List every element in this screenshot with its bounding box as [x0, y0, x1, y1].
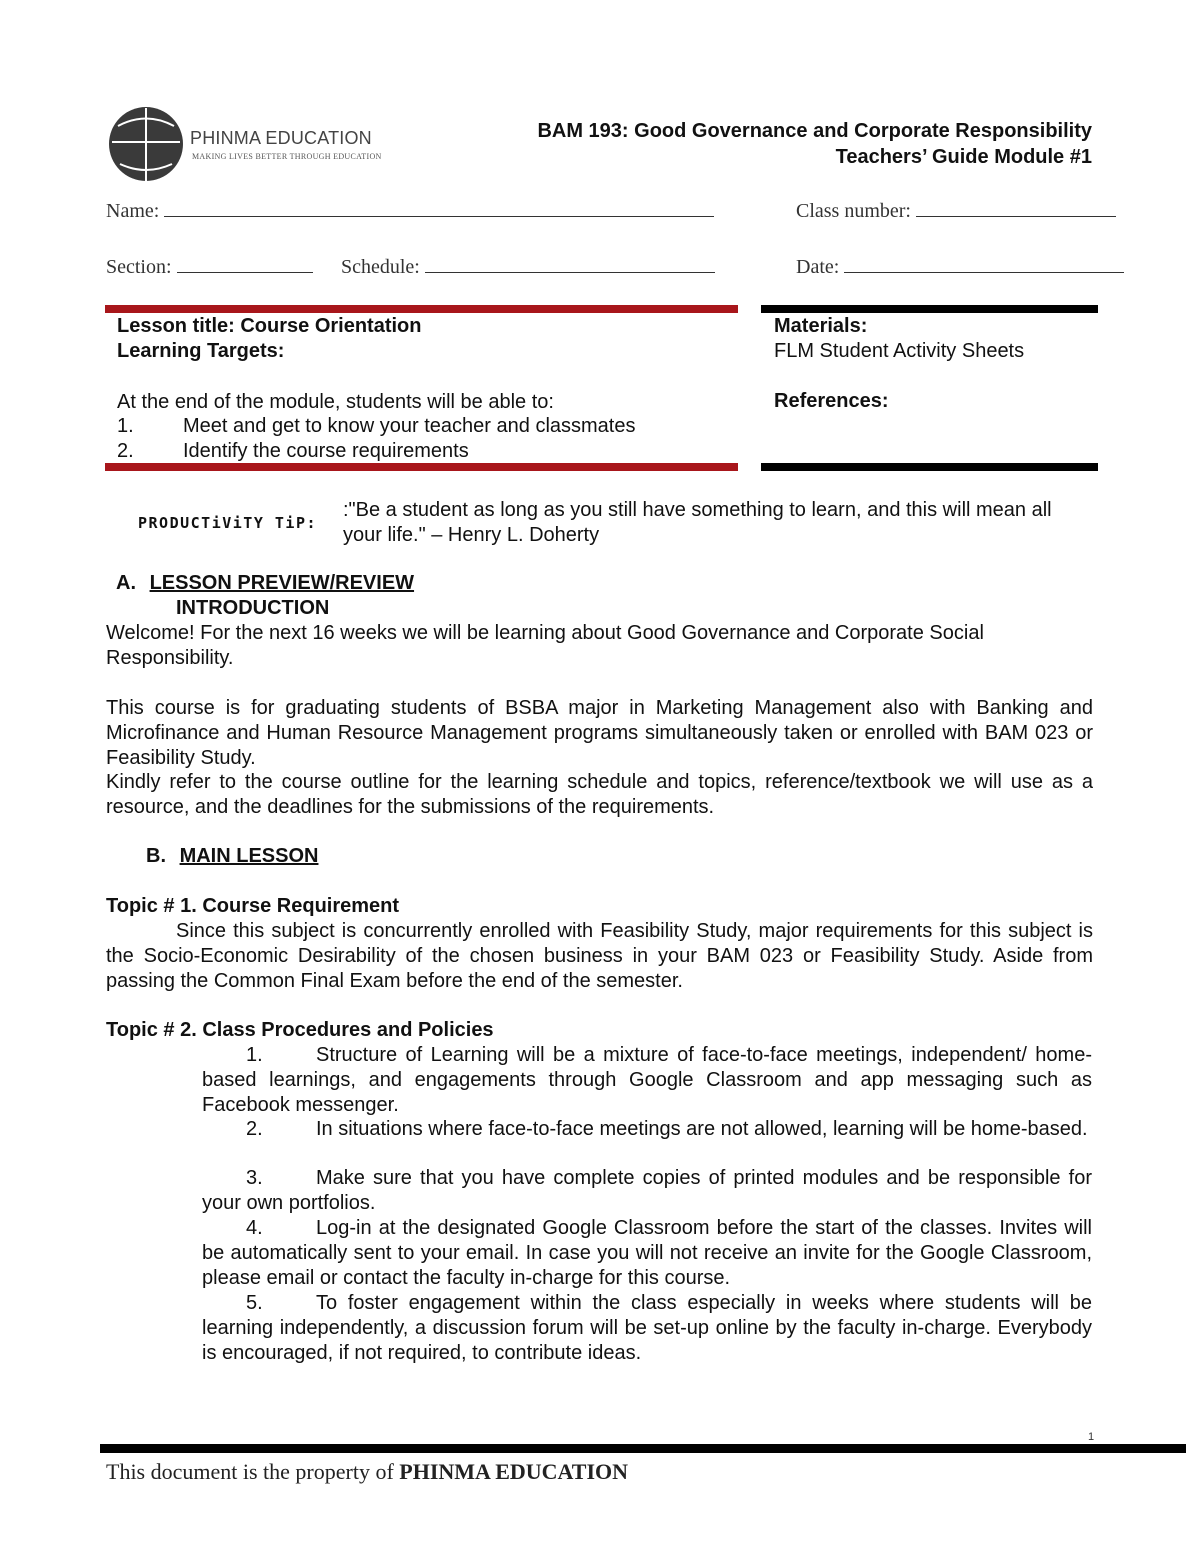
schedule-line[interactable] — [425, 254, 715, 273]
course-title: BAM 193: Good Governance and Corporate Responsibility — [537, 120, 1092, 142]
module-title: Teachers’ Guide Module #1 — [835, 146, 1092, 168]
section-b-title: MAIN LESSON — [179, 845, 319, 867]
learning-targets-label: Learning Targets: — [117, 340, 285, 362]
logo-wordmark: PHINMA EDUCATION — [190, 128, 372, 148]
policy-item — [202, 1117, 1092, 1142]
policy-text: Structure of Learning will be a mixture of face-to-face meetings, independent/ home-based learnings, and engagements through Google Classroom and app messaging such as Facebook messenger. — [202, 1044, 1092, 1116]
materials-bottom-divider — [761, 463, 1098, 471]
class-number-label: Class number: — [796, 200, 911, 222]
learning-targets-intro: At the end of the module, students will be able to: — [117, 391, 554, 413]
materials-top-divider — [761, 305, 1098, 313]
topic-1-text: Since this subject is concurrently enrolled with Feasibility Study, major requirements for this subject is the Socio-Economic Desirability of the chosen business in your BAM 023 or Feasibility Study. Aside from passing the Common Final Exam before the end of the semester. — [106, 920, 1093, 992]
policy-item — [202, 1216, 1092, 1291]
policy-text: To foster engagement within the class especially in weeks where students will be learning independently, a discussion forum will be set-up online by the faculty in-charge. Everybody is encouraged, if not required, to contribute ideas. — [202, 1292, 1092, 1364]
intro-paragraph-2: This course is for graduating students of BSBA major in Marketing Management also with Banking and Microfinance and Human Resource Management programs simultaneously taken or enrolled with BAM 023 or Feasibility Study. — [106, 697, 1093, 769]
intro-paragraph-3: Kindly refer to the course outline for the learning schedule and topics, reference/textbook we will use as a resource, and the deadlines for the submissions of the requirements. — [106, 771, 1093, 818]
footer-divider — [100, 1444, 1186, 1453]
policy-item — [202, 1166, 1092, 1216]
learning-target-item — [117, 414, 635, 439]
target-number: 1. — [117, 415, 134, 437]
intro-paragraph-1: Welcome! For the next 16 weeks we will be learning about Good Governance and Corporate Social Responsibility. — [106, 622, 984, 669]
section-a-title: LESSON PREVIEW/REVIEW — [149, 572, 415, 594]
topic-2-title: Topic # 2. Class Procedures and Policies — [106, 1019, 494, 1041]
lesson-bottom-divider — [105, 463, 738, 471]
policy-number: 2. — [246, 1118, 263, 1140]
name-field[interactable] — [106, 198, 714, 223]
logo-tagline: MAKING LIVES BETTER THROUGH EDUCATION — [192, 152, 382, 161]
date-field[interactable] — [796, 254, 1124, 279]
section-b-letter: B. — [146, 845, 166, 867]
policy-number: 1. — [246, 1044, 263, 1066]
schedule-field[interactable] — [341, 254, 715, 279]
footer-owner: PHINMA EDUCATION — [399, 1459, 629, 1484]
class-number-field[interactable] — [796, 198, 1116, 223]
name-label: Name: — [106, 200, 160, 222]
policy-item — [202, 1291, 1092, 1366]
target-text: Meet and get to know your teacher and classmates — [183, 415, 636, 437]
schedule-label: Schedule: — [341, 256, 420, 278]
topic-1-title: Topic # 1. Course Requirement — [106, 895, 400, 917]
productivity-tip-label: PRODUCTiViTY TiP: — [138, 514, 318, 532]
policy-number: 3. — [246, 1167, 263, 1189]
materials-label: Materials: — [774, 315, 868, 337]
policy-item — [202, 1043, 1092, 1118]
class-number-line[interactable] — [916, 198, 1116, 217]
lesson-title: Lesson title: Course Orientation — [117, 315, 422, 337]
policy-number: 4. — [246, 1217, 263, 1239]
footer-prefix: This document is the property of — [106, 1459, 400, 1484]
date-line[interactable] — [844, 254, 1124, 273]
policy-number: 5. — [246, 1292, 263, 1314]
policy-text: In situations where face-to-face meetings are not allowed, learning will be home-based. — [316, 1118, 1088, 1140]
lesson-top-divider — [105, 305, 738, 313]
productivity-tip-quote: :"Be a student as long as you still have something to learn, and this will mean all your life." – Henry L. Doherty — [343, 499, 1052, 546]
name-line[interactable] — [164, 198, 714, 217]
target-text: Identify the course requirements — [183, 440, 469, 462]
page-number: 1 — [1088, 1431, 1095, 1443]
section-line[interactable] — [177, 254, 313, 273]
section-label: Section: — [106, 256, 172, 278]
target-number: 2. — [117, 440, 134, 462]
section-b-heading — [146, 844, 318, 869]
learning-target-item — [117, 439, 469, 464]
materials-value: FLM Student Activity Sheets — [774, 340, 1025, 362]
section-a-letter: A. — [116, 572, 136, 594]
policy-text: Make sure that you have complete copies of printed modules and be responsible for your own portfolios. — [202, 1167, 1092, 1214]
introduction-subheading: INTRODUCTION — [176, 597, 330, 619]
references-label: References: — [774, 390, 889, 412]
date-label: Date: — [796, 256, 840, 278]
policy-text: Log-in at the designated Google Classroom before the start of the classes. Invites will be automatically sent to your email. In case you will not receive an invite for the Google Classroom, please email or contact the faculty in-charge for this course. — [202, 1217, 1092, 1289]
footer-property-notice — [106, 1459, 628, 1485]
section-a-heading — [116, 571, 414, 596]
section-field[interactable] — [106, 254, 313, 279]
